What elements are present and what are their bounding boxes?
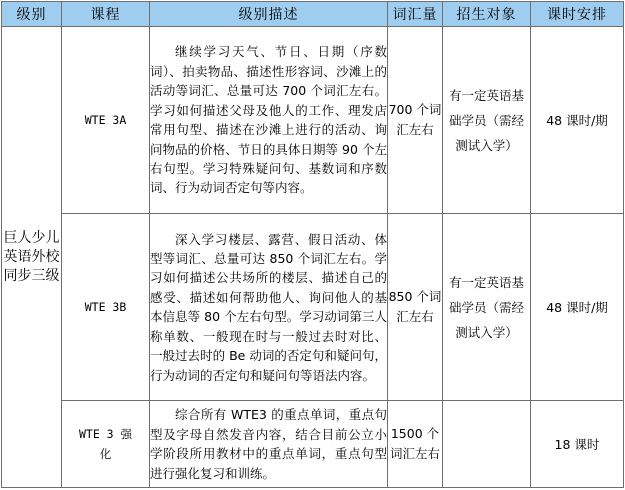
course-cell: WTE 3A: [62, 27, 150, 214]
description-cell: [150, 401, 388, 488]
schedule-cell: 48 课时/期: [531, 27, 624, 214]
description-cell: [150, 27, 388, 214]
header-course: 课程: [62, 2, 150, 27]
audience-cell: 有一定英语基础学员（需经测试入学）: [443, 27, 531, 214]
table-row: [2, 27, 624, 214]
schedule-cell: 48 课时/期: [531, 214, 624, 401]
vocabulary-cell: 850 个词汇左右: [388, 214, 443, 401]
header-vocabulary: 词汇量: [388, 2, 443, 27]
description-text: 继续学习天气、节日、日期（序数词）、拍卖物品、描述性形容词、沙滩上的活动等词汇、总量可达 700 个词汇左右。学习如何描述父母及他人的工作、理发店常用句型、描述在沙滩上进行的活动、询问物品的价格、节日的具体日期等 90 个左右句型。学习特殊疑问句、基数词和序数词、行为动词否定句等内容。: [150, 44, 387, 196]
audience-cell: [443, 401, 531, 488]
description-text: 深入学习楼层、露营、假日活动、体型等词汇、总量可达 850 个词汇左右。学习如何描述公共场所的楼层、描述自己的感受、描述如何帮助他人、询问他人的基本信息等 80 个左右句型。学习动词第三人称单数、一般现在时与一般过去时对比、一般过去时的 Be 动词的否定句和疑问句，行为动词的否定句和疑问句等语法内容。: [150, 231, 387, 383]
header-row: [2, 2, 624, 27]
course-cell: WTE 3 强化: [62, 401, 150, 488]
header-description: 级别描述: [150, 2, 388, 27]
course-cell: WTE 3B: [62, 214, 150, 401]
table-row: [2, 401, 624, 488]
header-audience: 招生对象: [443, 2, 531, 27]
vocabulary-cell: 700 个词汇左右: [388, 27, 443, 214]
table-row: [2, 214, 624, 401]
header-schedule: 课时安排: [531, 2, 624, 27]
description-text: 综合所有 WTE3 的重点单词，重点句型及字母自然发音内容，结合目前公立小学阶段所用教材中的重点单词，重点句型进行强化复习和训练。: [150, 407, 387, 481]
audience-cell: 有一定英语基础学员（需经测试入学）: [443, 214, 531, 401]
vocabulary-cell: 1500 个词汇左右: [388, 401, 443, 488]
header-level: 级别: [2, 2, 62, 27]
course-table: [1, 1, 624, 488]
schedule-cell: 18 课时: [531, 401, 624, 488]
level-name-cell: 巨人少儿英语外校同步三级: [2, 27, 62, 488]
description-cell: [150, 214, 388, 401]
